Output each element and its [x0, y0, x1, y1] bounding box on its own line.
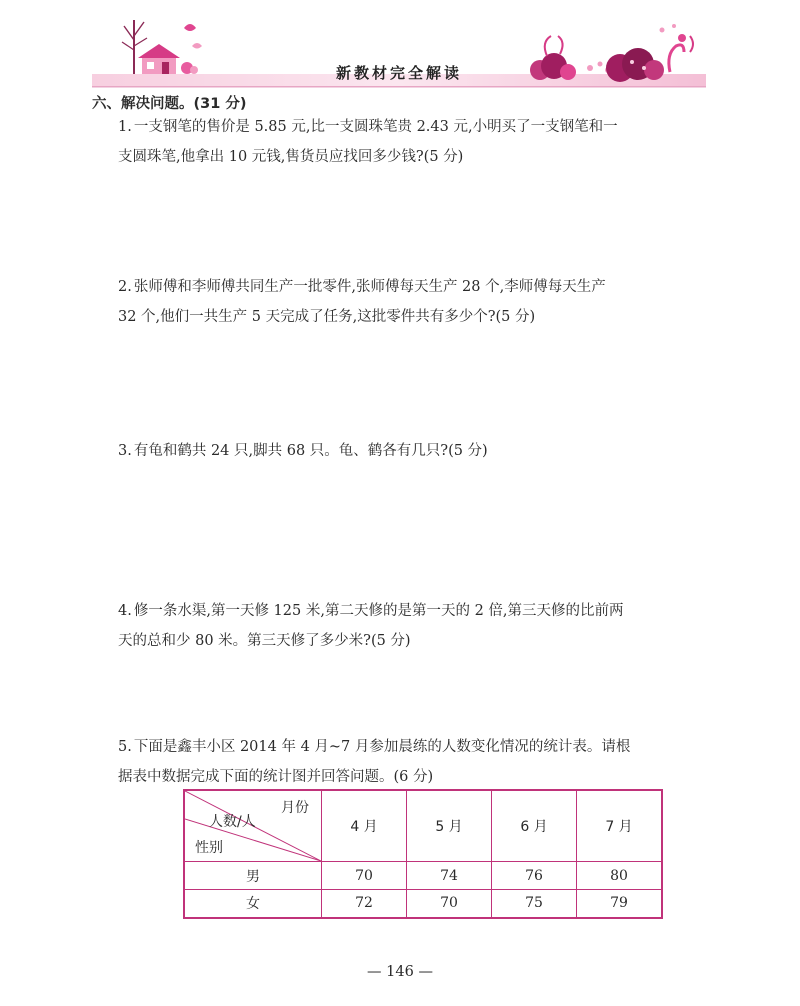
question-line: 支圆珠笔,他拿出 10 元钱,售货员应找回多少钱?(5 分): [118, 149, 464, 165]
question-number: 4.: [118, 603, 132, 619]
table-cell: 76: [492, 862, 577, 890]
table-row: [184, 862, 662, 890]
table-cell: 74: [407, 862, 492, 890]
page-number: — 146 —: [367, 964, 433, 980]
page-header-banner: [92, 12, 706, 88]
section-title: 六、解决问题。(31 分): [92, 96, 247, 112]
statistics-table-wrapper: [183, 789, 663, 919]
table-cell: 80: [577, 862, 663, 890]
corner-label-month: 月份: [281, 800, 309, 816]
table-cell: 70: [322, 862, 407, 890]
question-3: [118, 436, 710, 466]
table-cell: 72: [322, 890, 407, 918]
table-header-row: [184, 790, 662, 862]
question-5: [118, 732, 710, 792]
corner-label-count: 人数/人: [209, 814, 256, 830]
statistics-table: [183, 789, 663, 919]
question-line: 据表中数据完成下面的统计图并回答问题。(6 分): [118, 769, 434, 785]
column-header: 4 月: [322, 790, 407, 862]
question-line: 32 个,他们一共生产 5 天完成了任务,这批零件共有多少个?(5 分): [118, 309, 536, 325]
question-4: [118, 596, 710, 656]
table-cell: 79: [577, 890, 663, 918]
question-line: 1. 一支钢笔的售价是 5.85 元,比一支圆珠笔贵 2.43 元,小明买了一支钢笔和一: [118, 119, 618, 135]
column-header: 6 月: [492, 790, 577, 862]
question-number: 1.: [118, 119, 132, 135]
question-line: 3. 有龟和鹤共 24 只,脚共 68 只。龟、鹤各有几只?(5 分): [118, 443, 488, 459]
column-header: 7 月: [577, 790, 663, 862]
row-label: 男: [184, 862, 322, 890]
question-line: 天的总和少 80 米。第三天修了多少米?(5 分): [118, 633, 411, 649]
question-line: 2. 张师傅和李师傅共同生产一批零件,张师傅每天生产 28 个,李师傅每天生产: [118, 279, 606, 295]
question-number: 3.: [118, 443, 132, 459]
question-line: 5. 下面是鑫丰小区 2014 年 4 月~7 月参加晨练的人数变化情况的统计表。请根: [118, 739, 631, 755]
question-number: 2.: [118, 279, 132, 295]
row-label: 女: [184, 890, 322, 918]
table-corner-cell: [184, 790, 322, 862]
question-2: [118, 272, 710, 332]
question-1: [118, 112, 710, 172]
column-header: 5 月: [407, 790, 492, 862]
corner-label-gender: 性别: [195, 840, 223, 856]
table-row: [184, 890, 662, 918]
question-line: 4. 修一条水渠,第一天修 125 米,第二天修的是第一天的 2 倍,第三天修的比前两: [118, 603, 624, 619]
table-cell: 75: [492, 890, 577, 918]
header-title: 新教材完全解读: [335, 64, 462, 82]
question-number: 5.: [118, 739, 132, 755]
table-cell: 70: [407, 890, 492, 918]
